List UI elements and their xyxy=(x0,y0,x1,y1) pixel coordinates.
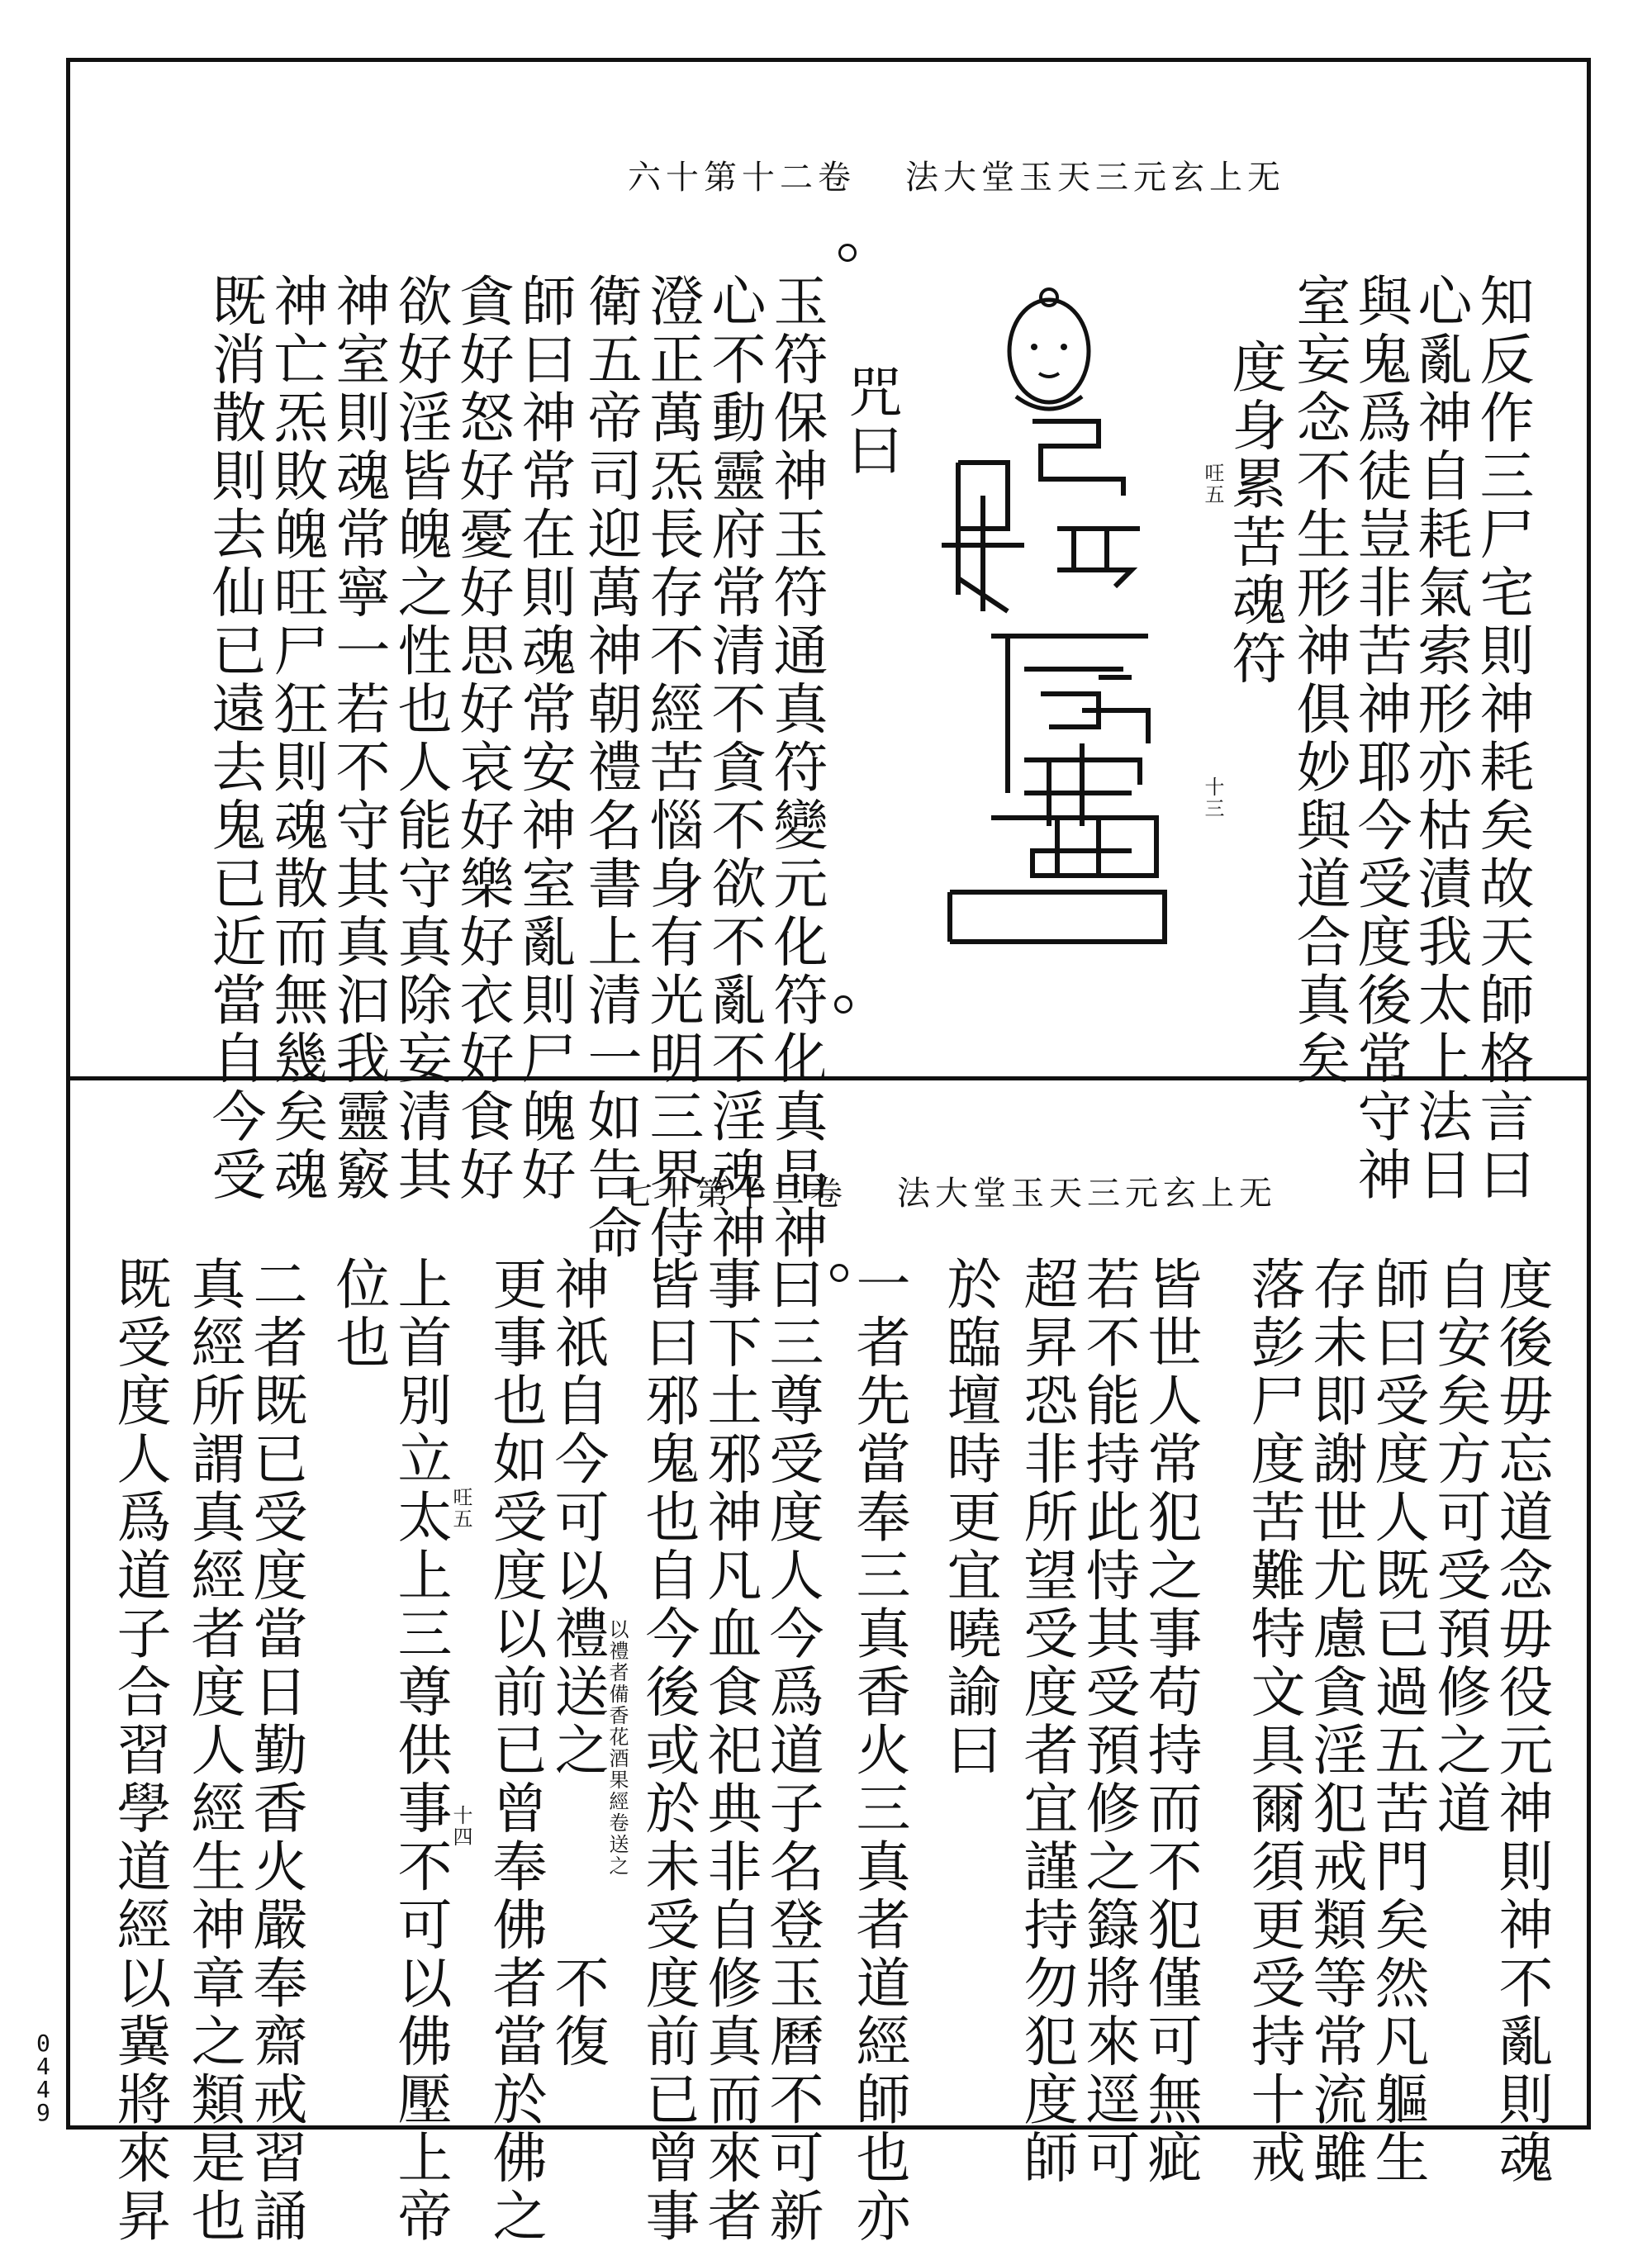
bottom-col-11: 曰三尊受度人今爲道子名登玉曆不可新 xyxy=(760,1256,824,2246)
marker-circle-bottom-1 xyxy=(830,1264,848,1282)
talisman-figure xyxy=(933,281,1181,958)
bottom-col-8: 超昇恐非所望受度者宜謹持勿犯度師 xyxy=(1014,1256,1078,2187)
top-col-13: 欲好淫皆魄之性也人能守真除妄清其 xyxy=(388,273,452,1204)
page-number: 0449 xyxy=(36,2030,50,2126)
bottom-col-1: 度後毋忘道念毋役元神則神不亂則魂 xyxy=(1489,1256,1553,2187)
top-col-5: 度身累苦魂符 xyxy=(1222,339,1286,688)
talisman-body xyxy=(942,421,1165,942)
bottom-col-6: 皆世人常犯之事苟持而不犯僅可無疵 xyxy=(1138,1256,1202,2187)
top-col-14: 神室則魂常寧一若不守其真汩我靈竅 xyxy=(326,273,390,1204)
top-col-6: 咒曰 xyxy=(838,363,902,480)
bottom-margin-note-2: 十四 xyxy=(449,1805,472,1848)
inline-note: 以禮者備香花酒果經卷送之 xyxy=(605,1619,629,1877)
talisman-note-1: 㕵五 xyxy=(1201,463,1224,506)
bottom-col-16: 上首別立太上三尊供事不可以佛壓上帝 xyxy=(388,1256,452,2246)
bottom-col-14: 神祇自今可以禮送之 不復 xyxy=(545,1256,609,2071)
top-header xyxy=(578,159,1285,197)
top-col-2: 心亂神自耗氣索形亦枯漬我太上法日 xyxy=(1408,273,1472,1204)
bottom-col-13: 皆曰邪鬼也自今後或於未受度前已曾事 xyxy=(636,1256,700,2246)
top-col-12: 貪好怒好憂好思好哀好樂好衣好食好 xyxy=(450,273,514,1204)
bottom-col-7: 若不能持此恃其受預修之籙將來逕可 xyxy=(1076,1256,1140,2187)
bottom-col-20: 既受度人爲道子合習學道經以冀將來昇 xyxy=(107,1256,171,2246)
bottom-col-18: 二者既已受度當日勤香火嚴奉齋戒習誦 xyxy=(244,1256,307,2246)
bottom-col-15: 更事也如受度以前已曾奉佛者當於佛之 xyxy=(483,1256,547,2246)
bottom-header xyxy=(570,1175,1277,1213)
marker-circle-top-2 xyxy=(834,995,852,1014)
bottom-margin-note-1: 㕵五 xyxy=(449,1487,472,1530)
top-header-chapter: 卷二十第十六 xyxy=(628,159,856,197)
bottom-col-4: 存未即謝世尤慮貪淫犯戒類等常流雖 xyxy=(1303,1256,1367,2187)
talisman-topknot xyxy=(1041,289,1057,306)
top-col-10: 衛五帝司迎萬神朝禮名書上清一如告命 xyxy=(578,273,642,1263)
top-col-9: 澄正萬炁長存不經苦惱身有光明三界侍 xyxy=(640,273,704,1263)
top-col-11: 師曰神常在則魂常安神室亂則尸魄好 xyxy=(512,273,576,1204)
bottom-col-2: 自安矣方可受預修之道 xyxy=(1427,1256,1491,1838)
bottom-col-5: 落彭尸度苦難特文具爾須更受持十戒 xyxy=(1241,1256,1305,2187)
bottom-header-title: 无上玄元三天玉堂大法 xyxy=(897,1175,1277,1213)
marker-circle-top-1 xyxy=(838,244,857,262)
bottom-col-10: 一者先當奉三真香火三真者道經師也亦 xyxy=(847,1256,910,2246)
top-header-title: 无上玄元三天玉堂大法 xyxy=(905,159,1285,197)
top-col-3: 與鬼爲徒豈非苦神耶今受度後常守神 xyxy=(1348,273,1412,1204)
top-col-1: 知反作三尸宅則神耗矣故天師格言曰 xyxy=(1470,273,1534,1204)
bottom-col-3: 師曰受度人既已過五苦門矣然凡軀生 xyxy=(1365,1256,1429,2187)
bottom-col-12: 事下土邪神凡血食祀典非自修真而來者 xyxy=(698,1256,762,2246)
top-col-7: 玉符保神玉符通真符變元化符化真晶神 xyxy=(764,273,828,1263)
talisman-head xyxy=(1009,300,1089,402)
bottom-col-19: 真經所謂真經者度人經生神章之類是也 xyxy=(182,1256,245,2246)
top-col-8: 心不動靈府常清不貪不欲不亂不淫魂神 xyxy=(702,273,766,1263)
bottom-col-9: 於臨壇時更宜曉諭曰 xyxy=(938,1256,1001,1780)
bottom-header-chapter: 卷二十第十七 xyxy=(620,1175,847,1213)
bottom-col-17: 位也 xyxy=(326,1256,390,1372)
top-col-16: 既消散則去仙已遠去鬼已近當自今受 xyxy=(202,273,266,1204)
top-col-4: 室妄念不生形神俱妙與道合真矣 xyxy=(1287,273,1351,1088)
top-col-15: 神亡炁敗魄旺尸狂則魂散而無幾矣魂 xyxy=(264,273,328,1204)
talisman-note-2: 十三 xyxy=(1201,776,1224,819)
